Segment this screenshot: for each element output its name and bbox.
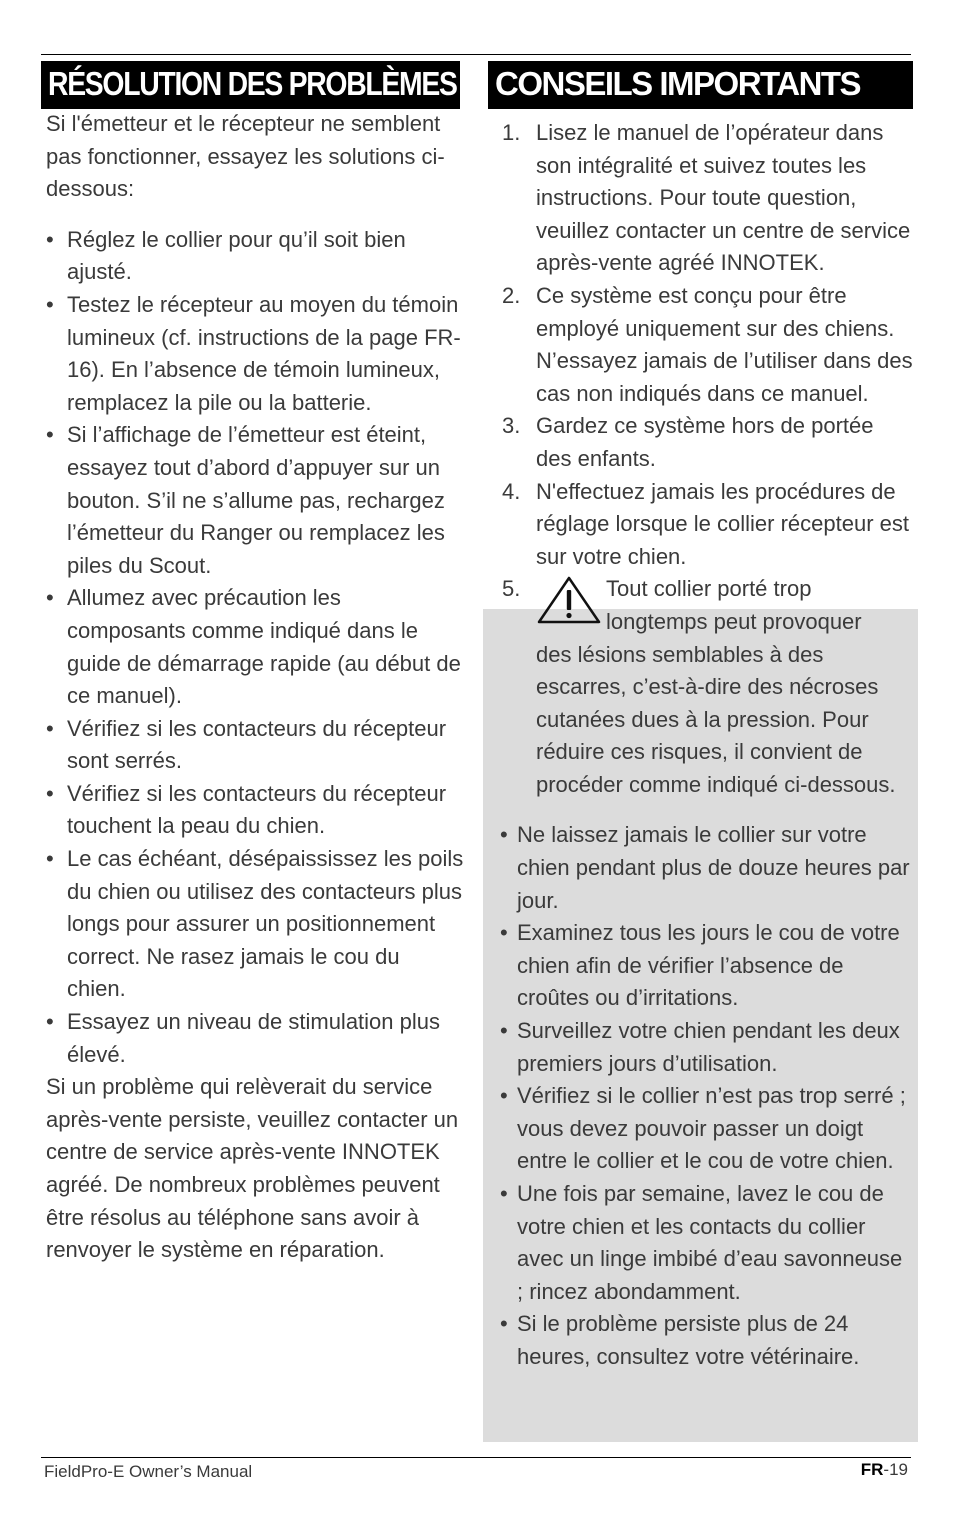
page-num: -19 [883,1460,908,1479]
page-number [861,1460,908,1480]
warning-triangle-icon [536,575,602,625]
warning-line-1: Tout collier porté trop [606,576,812,602]
important-tips-heading: CONSEILS IMPORTANTS [488,61,913,109]
bullet-dot: • [46,226,54,252]
warning-precautions-list [500,819,914,1373]
warning-item [500,573,914,801]
footer-manual-title: FieldPro-E Owner’s Manual [44,1462,253,1481]
troubleshooting-item [46,224,464,289]
bottom-rule [41,1457,911,1458]
bullet-dot: • [46,780,54,806]
tip-text: Gardez ce système hors de portée des enfants. [536,413,874,471]
precaution-item-text: Surveillez votre chien pendant les deux premiers jours d’utilisation. [517,1018,900,1076]
troubleshooting-item [46,713,464,778]
tips-list [500,117,914,573]
precaution-item [500,1080,914,1178]
precaution-item-text: Si le problème persiste plus de 24 heures, consultez votre vétérinaire. [517,1311,860,1369]
tip-number: 1. [502,120,521,145]
precaution-item-text: Une fois par semaine, lavez le cou de votre chien et les contacts du collier avec un linge imbibé d’eau savonneuse ; rincez abondamment. [517,1181,903,1304]
troubleshooting-heading: RÉSOLUTION DES PROBLÈMES [41,61,460,109]
top-rule [41,54,911,55]
tip-text: Ce système est conçu pour être employé uniquement sur des chiens. N’essayez jamais de l’utiliser dans des cas non indiqués dans ce manuel. [536,282,913,406]
tip-item [500,280,914,410]
troubleshooting-item-text: Essayez un niveau de stimulation plus élevé. [67,1009,440,1067]
troubleshooting-item-text: Vérifiez si les contacteurs du récepteur touchent la peau du chien. [67,780,447,839]
troubleshooting-item-text: Allumez avec précaution les composants comme indiqué dans le guide de démarrage rapide (au début de ce manuel). [67,585,461,709]
bullet-dot: • [46,291,54,317]
precaution-item-text: Examinez tous les jours le cou de votre chien afin de vérifier l’absence de croûtes ou d’irritations. [517,920,900,1011]
troubleshooting-item-text: Si l’affichage de l’émetteur est éteint, essayez tout d’abord d’appuyer sur un bouton. S’il ne s’allume pas, rechargez l’émetteur du Ranger ou remplacez les piles du Scout. [67,422,445,578]
precaution-item [500,917,914,1015]
troubleshooting-item-text: Réglez le collier pour qu’il soit bien ajusté. [67,226,406,285]
bullet-dot: • [46,846,54,872]
warning-line-2: longtemps peut provoquer [606,608,862,634]
bullet-dot: • [500,822,508,848]
troubleshooting-item-text: Testez le récepteur au moyen du témoin lumineux (cf. instructions de la page FR-16). En l’absence de témoin lumineux, remplacez la pile ou la batterie. [67,291,461,415]
troubleshooting-item-text: Vérifiez si les contacteurs du récepteur sont serrés. [67,715,447,774]
tip-text: Lisez le manuel de l’opérateur dans son intégralité et suivez toutes les instructions. Pour toute question, veuillez contacter un centre de service après-vente agréé INNOTEK. [536,120,911,276]
warning-number: 5. [502,576,521,602]
troubleshooting-section [46,108,464,1267]
precaution-item-text: Vérifiez si le collier n’est pas trop serré ; vous devez pouvoir passer un doigt entre le collier et le cou de votre chien. [517,1083,906,1174]
troubleshooting-item [46,843,464,1006]
troubleshooting-item [46,419,464,582]
bullet-dot: • [500,920,508,946]
warning-text: des lésions semblables à des escarres, c’est-à-dire des nécroses cutanées dues à la pression. Pour réduire ces risques, il convient de procéder comme indiqué ci-dessous. [536,641,896,797]
bullet-dot: • [500,1311,508,1337]
troubleshooting-intro: Si l'émetteur et le récepteur ne semblent pas fonctionner, essayez les solutions ci-dessous: [46,111,445,202]
bullet-dot: • [46,1009,54,1035]
precaution-item [500,1308,914,1373]
bullet-dot: • [500,1018,508,1044]
precaution-item [500,819,914,917]
tip-item [500,410,914,475]
tip-text: N'effectuez jamais les procédures de réglage lorsque le collier récepteur est sur votre chien. [536,478,909,569]
tip-number: 2. [502,282,521,308]
troubleshooting-item-text: Le cas échéant, désépaississez les poils du chien ou utilisez des contacteurs plus longs pour assurer un positionnement correct. Ne rasez jamais le cou du chien. [67,846,464,1002]
bullet-dot: • [46,422,54,448]
tip-number: 3. [502,413,521,439]
bullet-dot: • [46,715,54,741]
important-tips-section [500,117,914,1374]
tip-item [500,117,914,280]
page-lang-code: FR [860,1460,884,1479]
bullet-dot: • [500,1083,508,1109]
precaution-item [500,1178,914,1308]
tip-item [500,476,914,574]
tip-number: 4. [502,478,521,504]
troubleshooting-list [46,224,464,1071]
precaution-item-text: Ne laissez jamais le collier sur votre chien pendant plus de douze heures par jour. [517,822,910,913]
troubleshooting-item [46,289,464,419]
troubleshooting-outro: Si un problème qui relèverait du service après-vente persiste, veuillez contacter un centre de service après-vente INNOTEK agréé. De nombreux problèmes peuvent être résolus au téléphone sans avoir à renvoyer le système en réparation. [46,1074,459,1263]
bullet-dot: • [46,585,54,611]
precaution-item [500,1015,914,1080]
troubleshooting-item [46,778,464,843]
troubleshooting-item [46,582,464,712]
troubleshooting-item [46,1006,464,1071]
bullet-dot: • [500,1181,508,1206]
